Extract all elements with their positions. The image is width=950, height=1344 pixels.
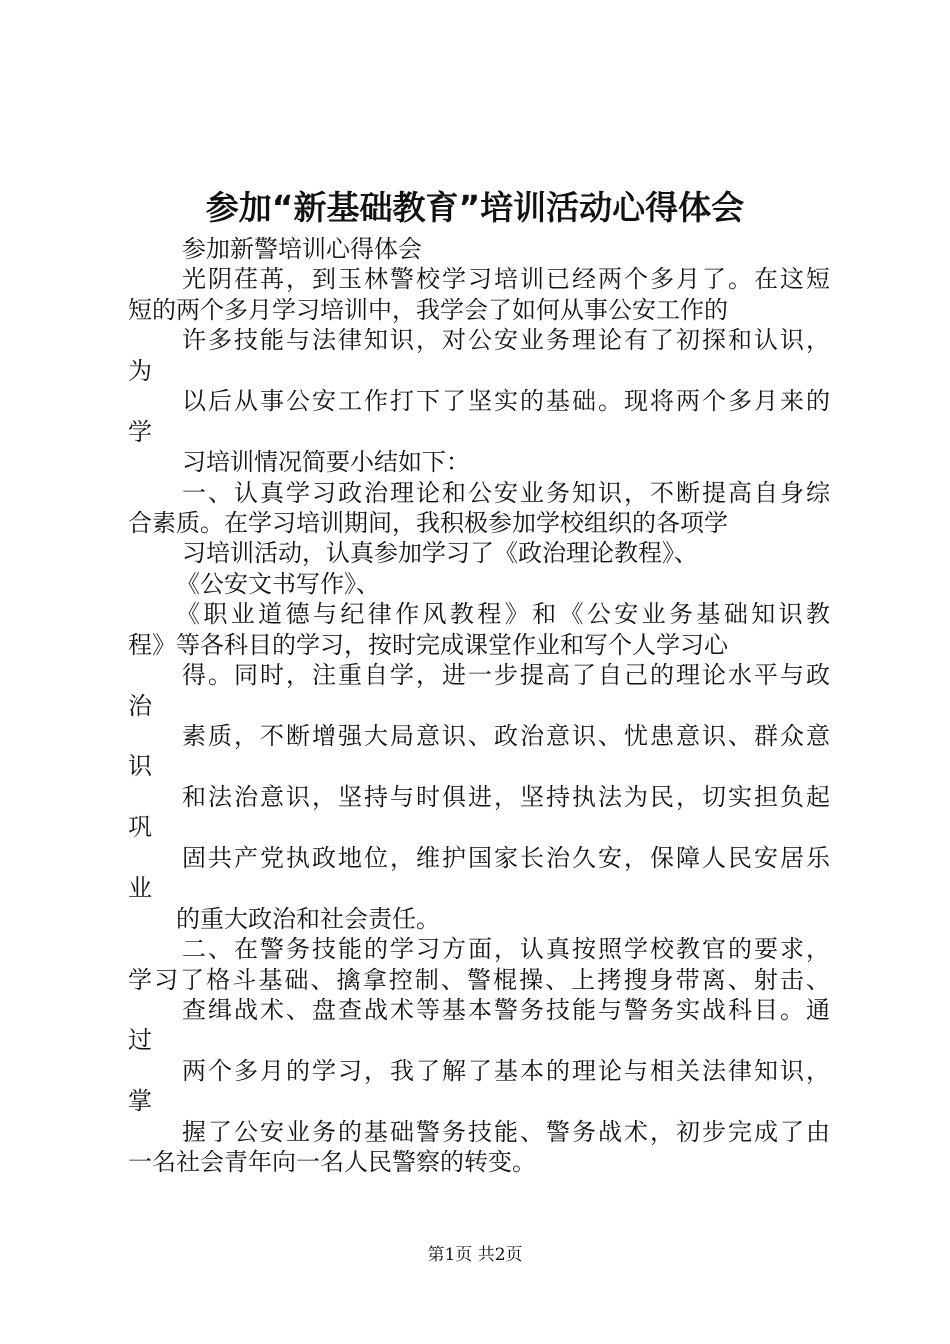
text-line: 过 <box>128 1026 152 1055</box>
text-line: 和法治意识，坚持与时俱进，坚持执法为民，切实担负起 <box>182 782 830 811</box>
text-line: 以后从事公安工作打下了坚实的基础。现将两个多月来的 <box>182 387 830 416</box>
text-line: 习培训活动，认真参加学习了《政治理论教程》、 <box>182 539 698 568</box>
text-line: 学习了格斗基础、擒拿控制、警棍操、上拷搜身带离、射击、 <box>128 965 830 994</box>
text-line: 一名社会青年向一名人民警察的转变。 <box>128 1148 536 1177</box>
text-line: 固共产党执政地位，维护国家长治久安，保障人民安居乐 <box>182 843 830 872</box>
document-body <box>128 234 830 1178</box>
text-line: 光阴荏苒，到玉林警校学习培训已经两个多月了。在这短 <box>182 265 830 294</box>
text-line: 得。同时，注重自学，进一步提高了自己的理论水平与政 <box>182 661 830 690</box>
text-line: 《公安文书写作》、 <box>176 569 380 598</box>
document-title: 参加“新基础教育”培训活动心得体会 <box>205 188 745 227</box>
text-line: 巩 <box>128 813 152 842</box>
text-line: 短的两个多月学习培训中，我学会了如何从事公安工作的 <box>128 295 728 324</box>
text-line: 学 <box>128 417 152 446</box>
text-line: 参加新警培训心得体会 <box>182 235 422 263</box>
text-line: 两个多月的学习，我了解了基本的理论与相关法律知识， <box>182 1056 830 1085</box>
page-number: 第1页 共2页 <box>427 1245 523 1265</box>
text-line: 一、认真学习政治理论和公安业务知识，不断提高自身综 <box>182 478 830 507</box>
text-line: 程》等各科目的学习，按时完成课堂作业和写个人学习心 <box>128 630 728 659</box>
text-line: 的重大政治和社会责任。 <box>176 904 440 933</box>
text-line: 业 <box>128 874 152 903</box>
text-line: 许多技能与法律知识，对公安业务理论有了初探和认识， <box>182 326 830 355</box>
text-line: 掌 <box>128 1087 152 1116</box>
text-line: 查缉战术、盘查战术等基本警务技能与警务实战科目。通 <box>182 995 830 1024</box>
text-line: 治 <box>128 691 152 720</box>
text-line: 二、在警务技能的学习方面，认真按照学校教官的要求， <box>182 935 830 964</box>
text-line: 为 <box>128 356 152 385</box>
text-line: 《职业道德与纪律作风教程》和《公安业务基础知识教 <box>176 600 830 629</box>
text-line: 识 <box>128 752 152 781</box>
text-line: 合素质。在学习培训期间，我积极参加学校组织的各项学 <box>128 508 728 537</box>
text-line: 握了公安业务的基础警务技能、警务战术，初步完成了由 <box>182 1117 830 1146</box>
text-line: 素质，不断增强大局意识、政治意识、忧患意识、群众意 <box>182 722 830 750</box>
text-line: 习培训情况简要小结如下： <box>182 448 470 477</box>
